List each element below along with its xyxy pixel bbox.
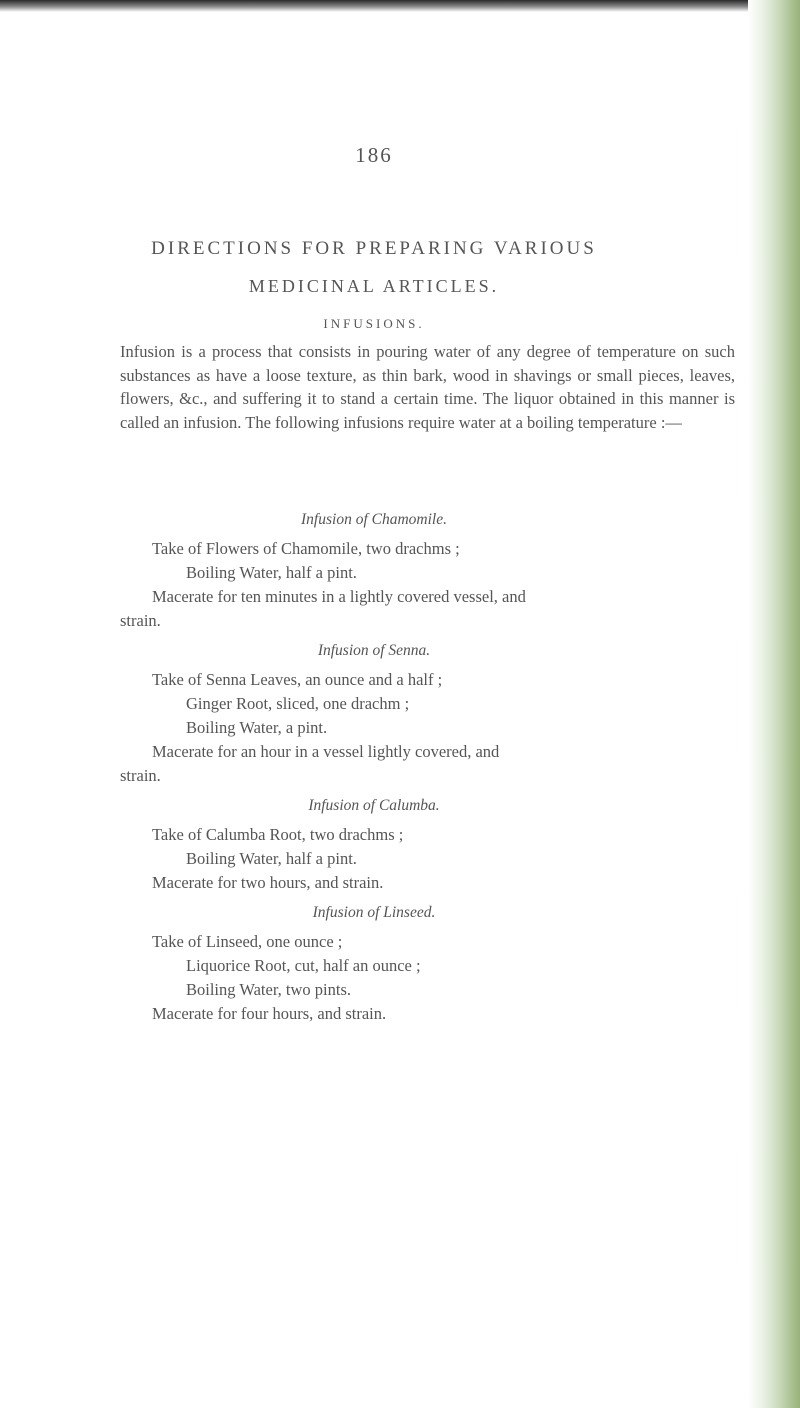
section-title: INFUSIONS. [323,316,425,331]
directions-line: strain. [120,611,161,630]
directions-line: Macerate for ten minutes in a lightly covered vessel, and [152,587,526,606]
ingredient-line: Liquorice Root, cut, half an ounce ; [186,956,421,975]
directions-line: Macerate for four hours, and strain. [152,1004,387,1023]
ingredient-line: Take of Linseed, one ounce ; [152,932,343,951]
ingredient-line: Take of Flowers of Chamomile, two drachms ; [152,539,460,558]
recipe-title-calumba: Infusion of Calumba. [308,797,440,814]
directions-line: strain. [120,766,161,785]
recipe-title-linseed: Infusion of Linseed. [312,904,436,921]
ingredient-line: Ginger Root, sliced, one drachm ; [186,694,410,713]
recipe-title-senna: Infusion of Senna. [317,642,431,659]
recipe-title-chamomile: Infusion of Chamomile. [301,511,447,528]
directions-line: Macerate for an hour in a vessel lightly covered, and [152,742,500,761]
intro-paragraph: Infusion is a process that consists in pouring water of any degree of temperature on such substances as have a loose texture, as thin bark, wood in shavings or small pieces, leaves, flowers, &c., and suffering it to stand a certain time. The liquor obtained in this manner is called an infusion. The following infusions require water at a boiling temperature :— [120,342,735,432]
scan-edge-right [748,0,800,1408]
heading-line-1: DIRECTIONS FOR PREPARING VARIOUS [151,238,597,259]
heading-line-2: MEDICINAL ARTICLES. [248,276,500,296]
ingredient-line: Take of Calumba Root, two drachms ; [152,825,404,844]
page-number: 186 [355,143,393,167]
directions-line: Macerate for two hours, and strain. [152,873,384,892]
ingredient-line: Boiling Water, half a pint. [186,849,357,868]
ingredient-line: Boiling Water, two pints. [186,980,351,999]
ingredient-line: Boiling Water, a pint. [186,718,328,737]
ingredient-line: Take of Senna Leaves, an ounce and a half ; [152,670,443,689]
ingredient-line: Boiling Water, half a pint. [186,563,357,582]
